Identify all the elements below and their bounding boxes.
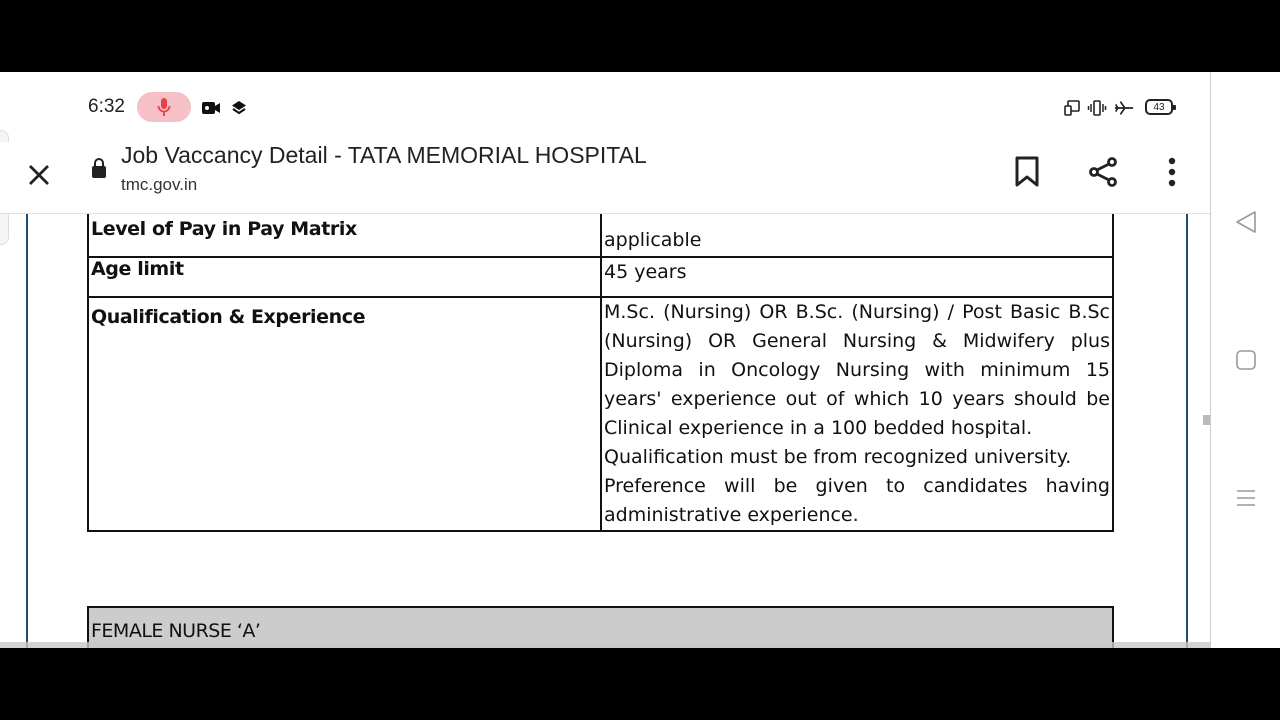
lock-icon — [90, 157, 108, 179]
vibrate-icon — [1087, 98, 1107, 118]
close-button[interactable] — [22, 158, 56, 192]
page-content[interactable] — [0, 214, 1210, 648]
row-value: applicable — [601, 214, 1113, 257]
qualification-preference-note: Preference will be given to candidates having administrative experience. — [604, 475, 1110, 526]
job-details-table — [87, 214, 1114, 532]
battery-level: 43 — [1153, 101, 1165, 113]
table-row — [88, 214, 1113, 257]
close-icon — [27, 163, 51, 187]
home-square-icon — [1235, 349, 1257, 371]
section-header-female-nurse-a: FEMALE NURSE ‘A’ — [87, 606, 1114, 648]
table-row — [88, 257, 1113, 297]
phone-screen — [0, 72, 1210, 648]
status-time: 6:32 — [88, 96, 125, 117]
bookmark-icon — [1014, 156, 1040, 188]
battery-indicator — [1145, 99, 1173, 115]
airplane-mode-icon — [1114, 98, 1134, 118]
screen-cast-icon — [1062, 98, 1082, 118]
layers-icon — [229, 98, 249, 118]
letterbox-top — [0, 0, 1280, 72]
share-icon — [1088, 156, 1120, 188]
qualification-text: M.Sc. (Nursing) OR B.Sc. (Nursing) / Post Basic B.Sc (Nursing) OR General Nursing & Midwifery plus Diploma in Oncology Nursing with minimum 15 years' experience out of which 10 years should be Clinical experience in a 100 bedded hospital. — [604, 301, 1110, 439]
vertical-scroll-thumb[interactable] — [1203, 415, 1210, 425]
back-button[interactable] — [1233, 209, 1259, 235]
page-border-right — [1186, 214, 1188, 648]
letterbox-bottom — [0, 648, 1280, 720]
row-value: 45 years — [601, 257, 1113, 297]
mic-recording-indicator[interactable] — [137, 92, 191, 122]
row-label: Age limit — [88, 257, 601, 297]
video-camera-icon — [201, 98, 221, 118]
mic-icon — [157, 97, 171, 117]
row-label: Qualification & Experience — [88, 297, 601, 531]
recent-apps-button[interactable] — [1233, 485, 1259, 511]
home-button[interactable] — [1233, 347, 1259, 373]
custom-tab-toolbar — [0, 142, 1210, 214]
qualification-university-note: Qualification must be from recognized university. — [604, 446, 1072, 468]
bookmark-button[interactable] — [1005, 150, 1049, 194]
page-title: Job Vaccancy Detail - TATA MEMORIAL HOSPITAL — [121, 142, 647, 168]
row-label: Level of Pay in Pay Matrix — [88, 214, 601, 257]
row-value — [601, 297, 1113, 531]
navigation-bar — [1210, 72, 1280, 648]
page-url[interactable]: tmc.gov.in — [121, 175, 198, 194]
menu-lines-icon — [1235, 487, 1257, 509]
more-vertical-icon — [1168, 157, 1176, 187]
page-border-left — [26, 214, 28, 648]
table-row — [88, 297, 1113, 531]
share-button[interactable] — [1082, 150, 1126, 194]
more-options-button[interactable] — [1150, 150, 1194, 194]
status-bar — [0, 72, 1210, 142]
back-triangle-icon — [1235, 210, 1257, 234]
